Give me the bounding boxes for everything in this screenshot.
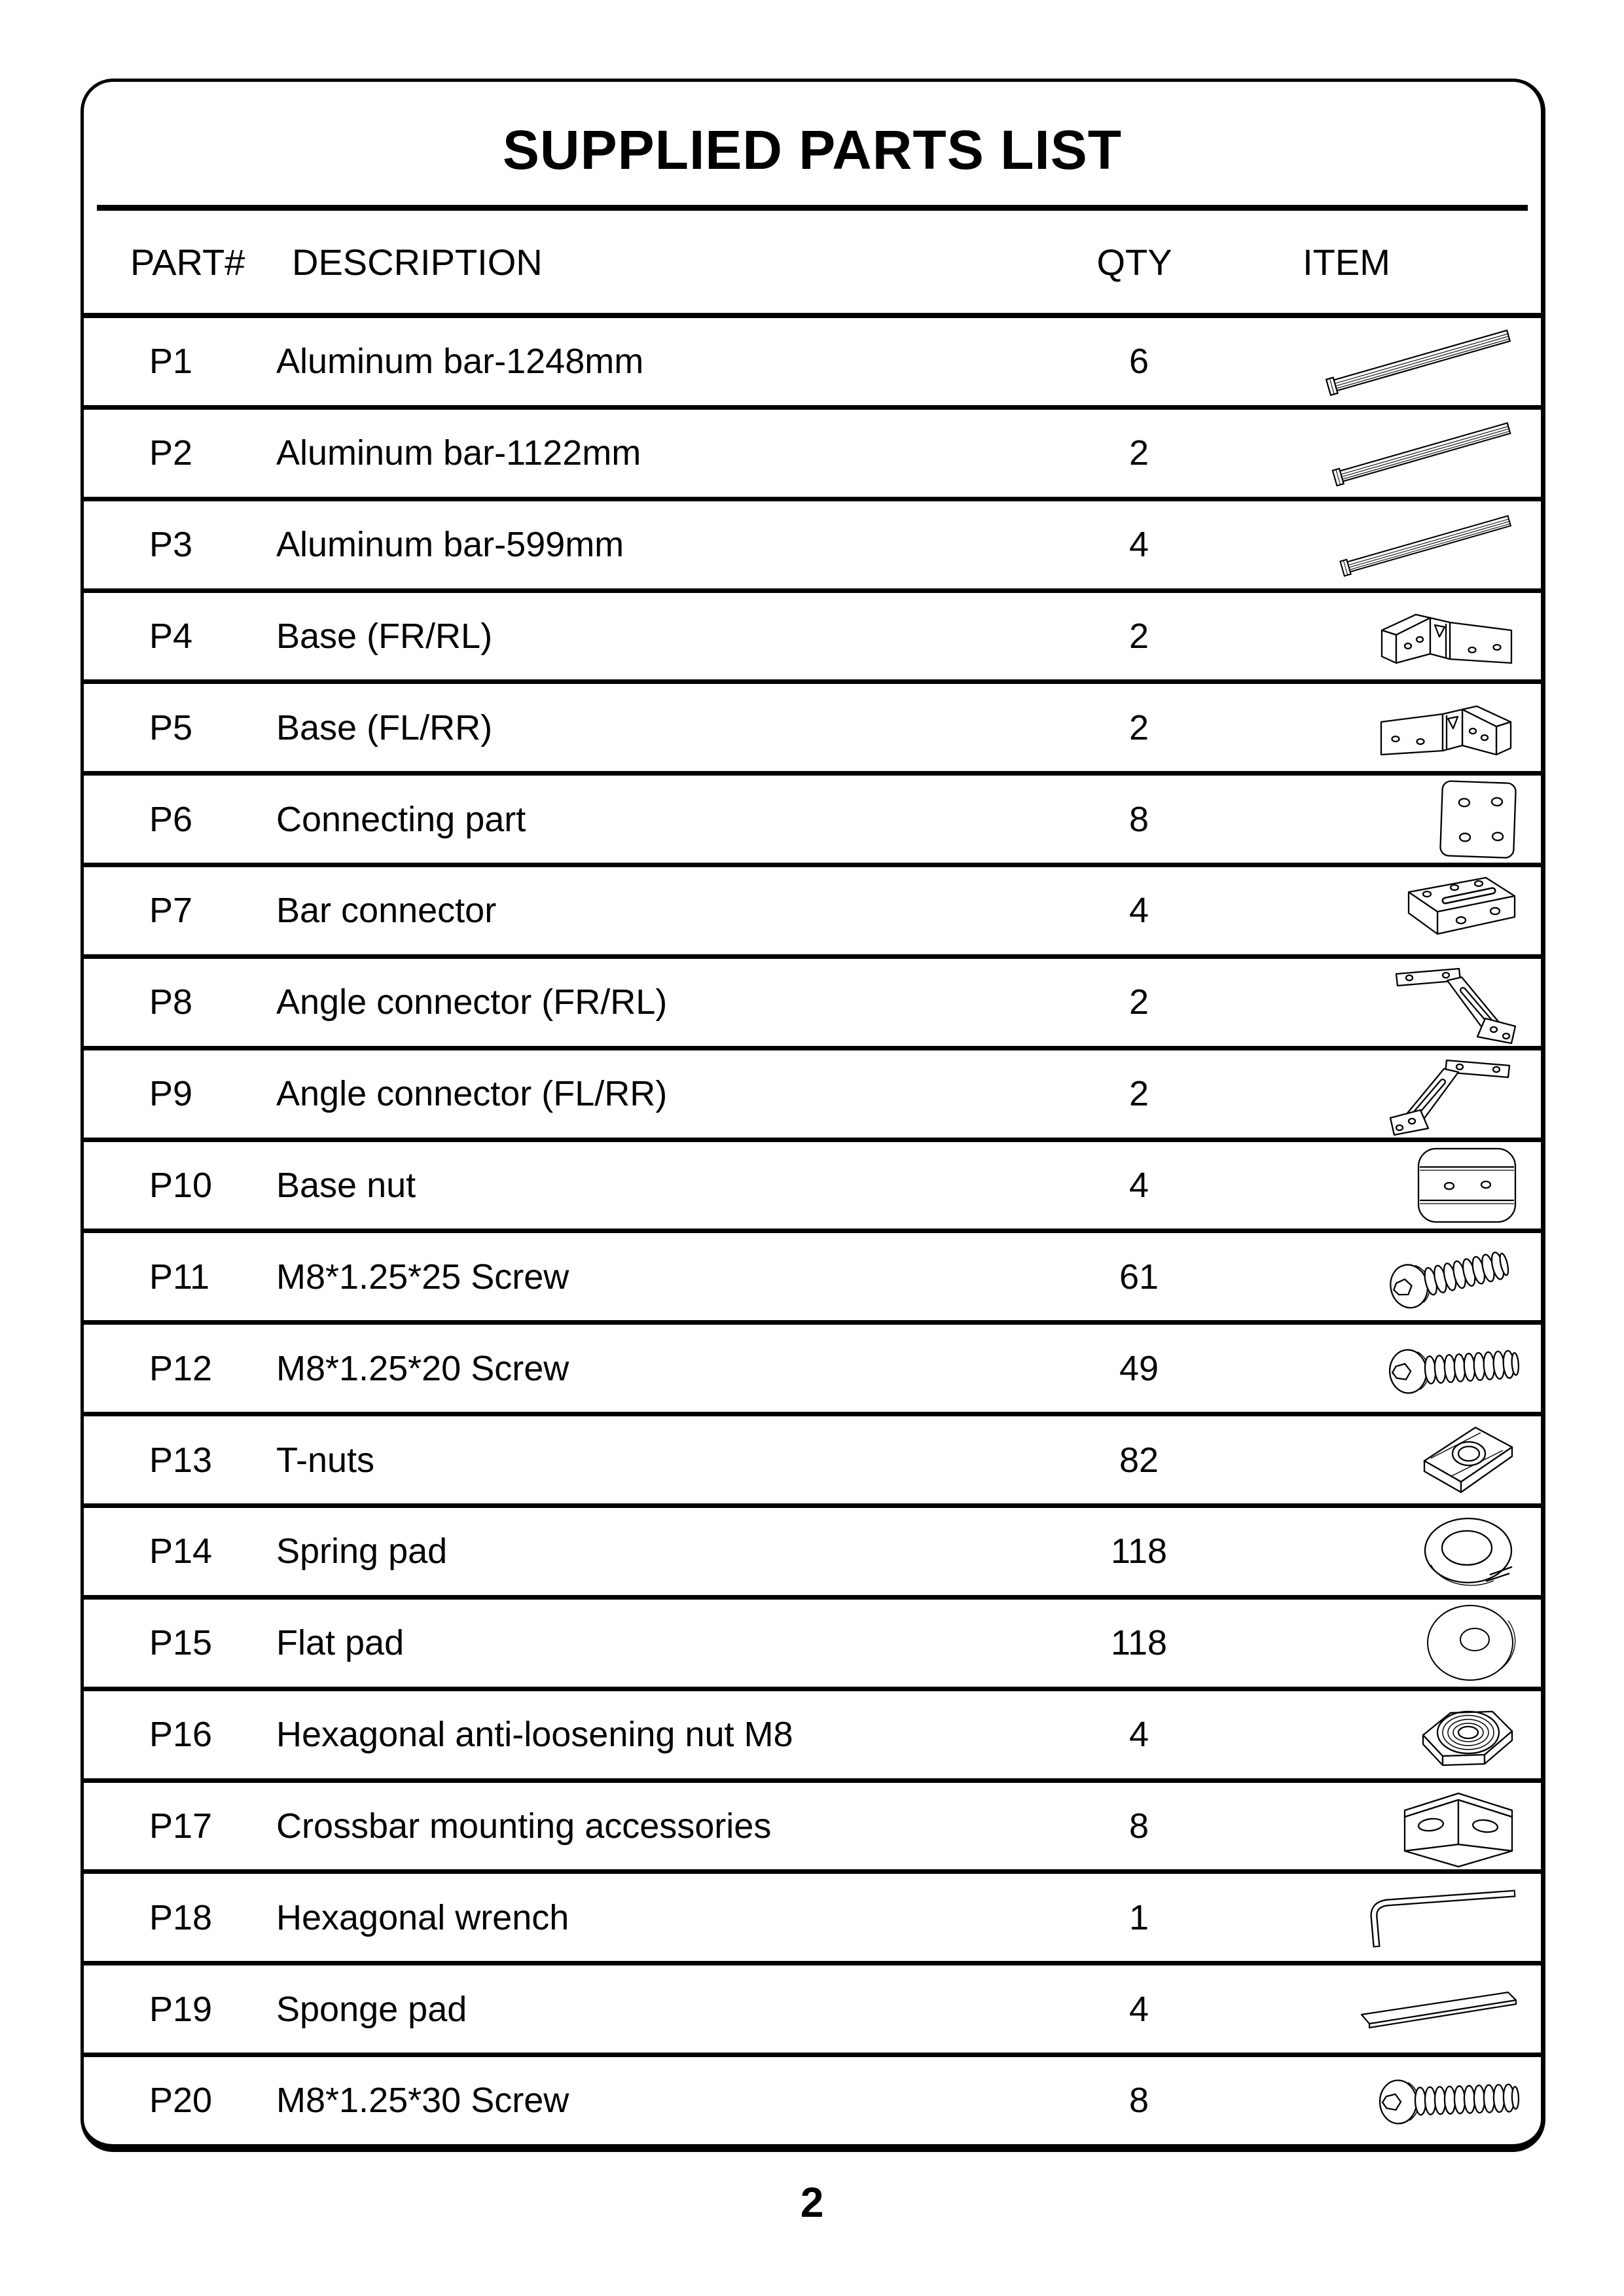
table-row [84,1965,1541,2057]
part-description: M8*1.25*20 Screw [276,1348,569,1388]
table-row [84,318,1541,410]
part-quantity: 61 [1119,1257,1159,1297]
table-row [84,501,1541,593]
crossbar-accessory-icon [1225,1784,1541,1868]
sponge-pad-icon [1225,1975,1541,2043]
part-quantity: 82 [1119,1440,1159,1480]
hex-nut-icon [1225,1693,1541,1776]
angle-connector-fl-rr-icon [1225,1051,1541,1136]
part-quantity: 2 [1128,433,1149,473]
part-description: Sponge pad [276,1989,467,2029]
part-quantity: 2 [1128,982,1149,1022]
page-number: 2 [800,2179,824,2226]
part-number: P13 [149,1440,213,1480]
table-row [84,1783,1541,1874]
part-number: P12 [149,1348,213,1388]
angle-connector-fr-rl-icon [1225,960,1541,1045]
table-row [84,684,1541,776]
part-quantity: 4 [1128,1715,1149,1755]
table-row [84,1325,1541,1416]
part-number: P9 [149,1074,193,1114]
part-description: M8*1.25*25 Screw [276,1257,569,1297]
part-number: P14 [149,1532,213,1571]
part-quantity: 1 [1128,1897,1149,1937]
part-description: Aluminum bar-1122mm [276,433,641,473]
part-number: P3 [149,525,193,565]
part-number: P18 [149,1897,213,1937]
part-number: P11 [149,1257,210,1297]
part-number: P5 [149,708,193,747]
part-quantity: 4 [1128,1989,1149,2029]
table-row [84,1233,1541,1325]
table-row [84,776,1541,867]
table-row [84,1416,1541,1508]
m8-30-screw-icon [1225,2058,1541,2143]
table-row [84,1050,1541,1142]
t-nut-icon [1225,1419,1541,1501]
part-quantity: 2 [1128,708,1149,747]
part-description: Hexagonal anti-loosening nut M8 [276,1715,793,1755]
table-row [84,410,1541,501]
table-row [84,1142,1541,1234]
part-description: M8*1.25*30 Screw [276,2081,569,2121]
part-description: Flat pad [276,1623,405,1663]
aluminum-bar-1248-icon [1225,325,1541,398]
part-description: Base nut [276,1166,416,1206]
base-nut-icon [1225,1145,1541,1225]
connecting-part-icon [1225,779,1541,860]
table-row [84,1600,1541,1691]
page-title: SUPPLIED PARTS LIST [502,119,1123,181]
part-number: P19 [149,1989,213,2029]
spring-pad-icon [1225,1511,1541,1591]
part-quantity: 4 [1128,1166,1149,1206]
m8-20-screw-icon [1225,1326,1541,1411]
part-quantity: 8 [1128,799,1149,839]
part-number: P6 [149,799,193,839]
table-row [84,593,1541,685]
part-number: P4 [149,616,193,656]
part-description: Aluminum bar-1248mm [276,342,644,382]
table-header-row [84,211,1541,318]
part-quantity: 8 [1128,2081,1149,2121]
part-number: P7 [149,891,193,931]
part-quantity: 2 [1128,616,1149,656]
part-description: T-nuts [276,1440,375,1480]
part-description: Base (FL/RR) [276,708,493,747]
table-row [84,959,1541,1050]
table-body [84,318,1541,2144]
part-description: Spring pad [276,1532,448,1571]
part-description: Hexagonal wrench [276,1897,569,1937]
part-number: P2 [149,433,193,473]
table-row [84,2057,1541,2144]
part-quantity: 4 [1128,891,1149,931]
table-row [84,867,1541,959]
part-description: Angle connector (FL/RR) [276,1074,668,1114]
table-row [84,1508,1541,1600]
column-header-qty: QTY [1096,242,1172,283]
column-header-item: ITEM [1303,242,1390,283]
part-quantity: 118 [1110,1532,1168,1571]
part-description: Bar connector [276,891,497,931]
column-header-part: PART# [130,242,245,283]
column-header-description: DESCRIPTION [292,242,543,283]
part-quantity: 49 [1119,1348,1159,1388]
hex-wrench-icon [1225,1880,1541,1956]
part-description: Aluminum bar-599mm [276,525,624,565]
part-description: Angle connector (FR/RL) [276,982,668,1022]
part-number: P17 [149,1806,213,1846]
aluminum-bar-1122-icon [1225,416,1541,490]
m8-25-screw-icon [1225,1234,1541,1319]
part-number: P16 [149,1715,213,1755]
table-border-frame [81,79,1545,2152]
part-quantity: 8 [1128,1806,1149,1846]
base-fl-rr-icon [1225,689,1541,766]
part-description: Connecting part [276,799,526,839]
title-divider [97,205,1528,211]
part-number: P20 [149,2081,213,2121]
base-fr-rl-icon [1225,598,1541,675]
part-number: P1 [149,342,193,382]
part-number: P15 [149,1623,213,1663]
aluminum-bar-599-icon [1225,508,1541,581]
part-quantity: 2 [1128,1074,1149,1114]
part-number: P10 [149,1166,213,1206]
part-number: P8 [149,982,193,1022]
part-quantity: 118 [1110,1623,1168,1663]
part-quantity: 4 [1128,525,1149,565]
table-row [84,1691,1541,1783]
bar-connector-icon [1225,870,1541,951]
part-quantity: 6 [1128,342,1149,382]
flat-pad-icon [1225,1602,1541,1683]
table-row [84,1874,1541,1965]
part-description: Base (FR/RL) [276,616,493,656]
part-description: Crossbar mounting accessories [276,1806,772,1846]
